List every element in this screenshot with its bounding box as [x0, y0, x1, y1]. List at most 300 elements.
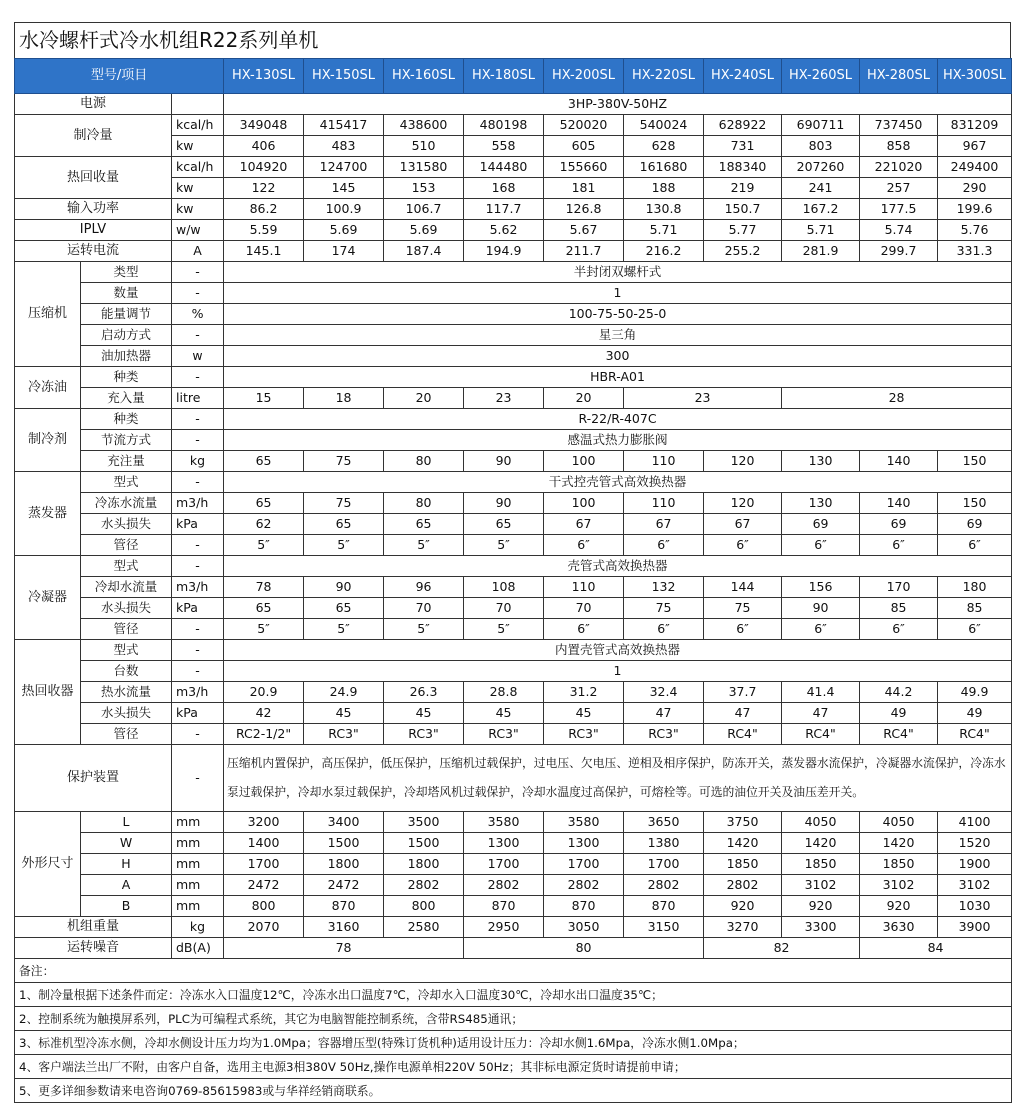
- protection-text: 压缩机内置保护，高压保护，低压保护，压缩机过载保护，过电压、欠电压、逆相及相序保护，防冻开关，蒸发器水流保护，冷凝器水流保护，冷冻水泵过载保护，冷却水泵过载保护，冷却塔风机过载保护，冷却水温度过高保护，可熔栓等。可选的油位开关及油压差开关。: [224, 745, 1012, 812]
- note-text: 1、制冷量根据下述条件而定：冷冻水入口温度12℃，冷冻水出口温度7℃，冷却水入口温度30℃，冷却水出口温度35℃；: [15, 983, 1012, 1007]
- value-cell: 257: [860, 178, 938, 199]
- value-cell: 150: [938, 493, 1012, 514]
- value-cell: 144480: [464, 157, 544, 178]
- value-cell: 155660: [544, 157, 624, 178]
- value-cell: 75: [624, 598, 704, 619]
- value-cell: 2802: [464, 875, 544, 896]
- unit-cell: %: [172, 304, 224, 325]
- spec-row: [15, 854, 1012, 875]
- value-cell: 18: [304, 388, 384, 409]
- value-cell: 858: [860, 136, 938, 157]
- value-cell: 85: [938, 598, 1012, 619]
- spec-row: [15, 682, 1012, 703]
- value-cell: 4100: [938, 812, 1012, 833]
- value-cell: 5″: [304, 535, 384, 556]
- value-cell: 6″: [860, 535, 938, 556]
- value-cell: 126.8: [544, 199, 624, 220]
- value-cell: 144: [704, 577, 782, 598]
- value-cell: RC4": [938, 724, 1012, 745]
- sub-label: 充注量: [81, 451, 172, 472]
- sub-label: 管径: [81, 619, 172, 640]
- value-cell: 181: [544, 178, 624, 199]
- value-cell: 117.7: [464, 199, 544, 220]
- unit-cell: -: [172, 556, 224, 577]
- value-cell: 1500: [304, 833, 384, 854]
- value-cell: 24.9: [304, 682, 384, 703]
- unit-cell: mm: [172, 854, 224, 875]
- value-cell: 69: [938, 514, 1012, 535]
- spec-row: [15, 812, 1012, 833]
- spec-row: [15, 661, 1012, 682]
- unit-cell: m3/h: [172, 493, 224, 514]
- value-cell: 75: [704, 598, 782, 619]
- model-header: HX-220SL: [624, 59, 704, 94]
- group-label: 压缩机: [15, 262, 81, 367]
- group-label: 电源: [15, 94, 172, 115]
- sub-label: H: [81, 854, 172, 875]
- value-cell: 510: [384, 136, 464, 157]
- unit-cell: kcal/h: [172, 157, 224, 178]
- spec-row: [15, 896, 1012, 917]
- unit-cell: w: [172, 346, 224, 367]
- value-cell: 6″: [782, 619, 860, 640]
- unit-cell: kPa: [172, 598, 224, 619]
- value-cell: 241: [782, 178, 860, 199]
- sub-label: B: [81, 896, 172, 917]
- sub-label: 类型: [81, 262, 172, 283]
- value-cell: 69: [860, 514, 938, 535]
- value-cell: 737450: [860, 115, 938, 136]
- value-cell: 5.62: [464, 220, 544, 241]
- note-text: 3、标准机型冷冻水侧，冷却水侧设计压力均为1.0Mpa；容器增压型(特殊订货机种)适用设计压力：冷却水侧1.6Mpa，冷冻水侧1.0Mpa；: [15, 1031, 1012, 1055]
- value-cell: 177.5: [860, 199, 938, 220]
- value-cell: 23: [624, 388, 782, 409]
- value-cell: 78: [224, 938, 464, 959]
- value-cell: 感温式热力膨胀阀: [224, 430, 1012, 451]
- model-header: HX-180SL: [464, 59, 544, 94]
- spec-row: [15, 367, 1012, 388]
- value-cell: 84: [860, 938, 1012, 959]
- notes-title: 备注：: [15, 959, 1012, 983]
- value-cell: 1700: [544, 854, 624, 875]
- unit-cell: -: [172, 325, 224, 346]
- unit-cell: kPa: [172, 514, 224, 535]
- value-cell: 6″: [782, 535, 860, 556]
- value-cell: 44.2: [860, 682, 938, 703]
- value-cell: 65: [464, 514, 544, 535]
- value-cell: 100.9: [304, 199, 384, 220]
- sub-label: 管径: [81, 724, 172, 745]
- spec-table: [14, 58, 1012, 1103]
- spec-row: [15, 115, 1012, 136]
- value-cell: 800: [224, 896, 304, 917]
- spec-row: [15, 577, 1012, 598]
- unit-cell: m3/h: [172, 577, 224, 598]
- value-cell: 800: [384, 896, 464, 917]
- value-cell: 47: [624, 703, 704, 724]
- value-cell: 130: [782, 451, 860, 472]
- value-cell: 1800: [384, 854, 464, 875]
- value-cell: 188: [624, 178, 704, 199]
- value-cell: 690711: [782, 115, 860, 136]
- value-cell: 194.9: [464, 241, 544, 262]
- spec-row: [15, 346, 1012, 367]
- value-cell: 20: [544, 388, 624, 409]
- spec-row: [15, 262, 1012, 283]
- sub-label: 热水流量: [81, 682, 172, 703]
- value-cell: 1700: [624, 854, 704, 875]
- value-cell: 3102: [860, 875, 938, 896]
- value-cell: 216.2: [624, 241, 704, 262]
- unit-cell: kPa: [172, 703, 224, 724]
- value-cell: 540024: [624, 115, 704, 136]
- value-cell: 1420: [860, 833, 938, 854]
- value-cell: 49: [938, 703, 1012, 724]
- value-cell: 3400: [304, 812, 384, 833]
- value-cell: 星三角: [224, 325, 1012, 346]
- value-cell: 82: [704, 938, 860, 959]
- value-cell: RC3": [544, 724, 624, 745]
- unit-cell: kw: [172, 136, 224, 157]
- value-cell: 28.8: [464, 682, 544, 703]
- value-cell: RC4": [704, 724, 782, 745]
- value-cell: 65: [304, 514, 384, 535]
- value-cell: 199.6: [938, 199, 1012, 220]
- value-cell: 150: [938, 451, 1012, 472]
- unit-cell: -: [172, 262, 224, 283]
- group-label: 冷凝器: [15, 556, 81, 640]
- value-cell: 6″: [704, 535, 782, 556]
- spec-row: [15, 745, 1012, 812]
- value-cell: 5.74: [860, 220, 938, 241]
- value-cell: 1700: [464, 854, 544, 875]
- unit-cell: mm: [172, 833, 224, 854]
- value-cell: 5.69: [304, 220, 384, 241]
- value-cell: 130: [782, 493, 860, 514]
- unit-cell: kw: [172, 178, 224, 199]
- value-cell: 920: [704, 896, 782, 917]
- unit-cell: -: [172, 430, 224, 451]
- value-cell: 70: [384, 598, 464, 619]
- sub-label: 能量调节: [81, 304, 172, 325]
- value-cell: 211.7: [544, 241, 624, 262]
- group-label: 保护装置: [15, 745, 172, 812]
- value-cell: 5.71: [782, 220, 860, 241]
- value-cell: 1: [224, 661, 1012, 682]
- value-cell: RC3": [384, 724, 464, 745]
- unit-cell: -: [172, 640, 224, 661]
- spec-row: [15, 703, 1012, 724]
- value-cell: 5.69: [384, 220, 464, 241]
- spec-row: [15, 938, 1012, 959]
- value-cell: 131580: [384, 157, 464, 178]
- value-cell: 3050: [544, 917, 624, 938]
- group-label: IPLV: [15, 220, 172, 241]
- sub-label: 油加热器: [81, 346, 172, 367]
- model-header: HX-280SL: [860, 59, 938, 94]
- value-cell: 219: [704, 178, 782, 199]
- value-cell: 1800: [304, 854, 384, 875]
- value-cell: 100: [544, 451, 624, 472]
- value-cell: 483: [304, 136, 384, 157]
- group-label: 外形尺寸: [15, 812, 81, 917]
- group-label: 热回收量: [15, 157, 172, 199]
- unit-cell: -: [172, 283, 224, 304]
- value-cell: 1500: [384, 833, 464, 854]
- note-text: 5、更多详细参数请来电咨询0769-85615983或与华祥经销商联系。: [15, 1079, 1012, 1103]
- sub-label: 水头损失: [81, 514, 172, 535]
- value-cell: 438600: [384, 115, 464, 136]
- spec-row: [15, 388, 1012, 409]
- value-cell: 731: [704, 136, 782, 157]
- value-cell: 120: [704, 451, 782, 472]
- value-cell: 69: [782, 514, 860, 535]
- value-cell: 15: [224, 388, 304, 409]
- value-cell: 920: [782, 896, 860, 917]
- sub-label: 管径: [81, 535, 172, 556]
- value-cell: 5″: [464, 619, 544, 640]
- group-label: 冷冻油: [15, 367, 81, 409]
- value-cell: 3650: [624, 812, 704, 833]
- value-cell: 5.67: [544, 220, 624, 241]
- group-label: 运转电流: [15, 241, 172, 262]
- value-cell: 80: [464, 938, 704, 959]
- spec-row: [15, 220, 1012, 241]
- value-cell: 628922: [704, 115, 782, 136]
- value-cell: 78: [224, 577, 304, 598]
- sub-label: 启动方式: [81, 325, 172, 346]
- sub-label: W: [81, 833, 172, 854]
- value-cell: 3160: [304, 917, 384, 938]
- value-cell: 3102: [938, 875, 1012, 896]
- sub-label: 种类: [81, 367, 172, 388]
- value-cell: HBR-A01: [224, 367, 1012, 388]
- unit-cell: litre: [172, 388, 224, 409]
- value-cell: 67: [544, 514, 624, 535]
- sub-label: 种类: [81, 409, 172, 430]
- value-cell: 140: [860, 451, 938, 472]
- value-cell: 1: [224, 283, 1012, 304]
- value-cell: 32.4: [624, 682, 704, 703]
- value-cell: RC4": [782, 724, 860, 745]
- value-cell: 156: [782, 577, 860, 598]
- value-cell: 1400: [224, 833, 304, 854]
- spec-row: [15, 640, 1012, 661]
- unit-cell: mm: [172, 896, 224, 917]
- unit-cell: -: [172, 472, 224, 493]
- unit-cell: kg: [172, 451, 224, 472]
- value-cell: 5″: [224, 619, 304, 640]
- value-cell: 80: [384, 451, 464, 472]
- spec-row: [15, 535, 1012, 556]
- note-row: [15, 1007, 1012, 1031]
- sub-label: 型式: [81, 472, 172, 493]
- model-header: HX-150SL: [304, 59, 384, 94]
- value-cell: 167.2: [782, 199, 860, 220]
- value-cell: 6″: [544, 535, 624, 556]
- sub-label: 冷冻水流量: [81, 493, 172, 514]
- sub-label: 冷却水流量: [81, 577, 172, 598]
- value-cell: 2802: [544, 875, 624, 896]
- spec-row: [15, 430, 1012, 451]
- value-cell: 6″: [544, 619, 624, 640]
- note-text: 2、控制系统为触摸屏系列，PLC为可编程式系统，其它为电脑智能控制系统，含带RS485通讯；: [15, 1007, 1012, 1031]
- spec-row: [15, 514, 1012, 535]
- unit-cell: -: [172, 367, 224, 388]
- unit-cell: -: [172, 745, 224, 812]
- sub-label: 充入量: [81, 388, 172, 409]
- value-cell: 120: [704, 493, 782, 514]
- value-cell: 255.2: [704, 241, 782, 262]
- value-cell: 90: [464, 451, 544, 472]
- unit-cell: dB(A): [172, 938, 224, 959]
- value-cell: 90: [304, 577, 384, 598]
- value-cell: 803: [782, 136, 860, 157]
- value-cell: 65: [384, 514, 464, 535]
- value-cell: 6″: [704, 619, 782, 640]
- value-cell: 207260: [782, 157, 860, 178]
- value-cell: 2802: [624, 875, 704, 896]
- value-cell: 47: [704, 703, 782, 724]
- value-cell: 62: [224, 514, 304, 535]
- spec-row: [15, 241, 1012, 262]
- unit-cell: kw: [172, 199, 224, 220]
- model-header: HX-130SL: [224, 59, 304, 94]
- value-cell: RC3": [624, 724, 704, 745]
- value-cell: 75: [304, 451, 384, 472]
- value-cell: 108: [464, 577, 544, 598]
- value-cell: 3150: [624, 917, 704, 938]
- value-cell: RC3": [304, 724, 384, 745]
- notes-title-row: [15, 959, 1012, 983]
- value-cell: 5.59: [224, 220, 304, 241]
- value-cell: 41.4: [782, 682, 860, 703]
- value-cell: 628: [624, 136, 704, 157]
- group-label: 机组重量: [15, 917, 172, 938]
- value-cell: 2472: [224, 875, 304, 896]
- value-cell: 132: [624, 577, 704, 598]
- value-cell: 100-75-50-25-0: [224, 304, 1012, 325]
- value-cell: 3900: [938, 917, 1012, 938]
- value-cell: 920: [860, 896, 938, 917]
- value-cell: RC4": [860, 724, 938, 745]
- value-cell: 2472: [304, 875, 384, 896]
- value-cell: 1300: [464, 833, 544, 854]
- model-header: HX-160SL: [384, 59, 464, 94]
- value-cell: 1520: [938, 833, 1012, 854]
- spec-row: [15, 598, 1012, 619]
- value-cell: 180: [938, 577, 1012, 598]
- value-cell: 122: [224, 178, 304, 199]
- value-cell: 1420: [782, 833, 860, 854]
- value-cell: 221020: [860, 157, 938, 178]
- value-cell: 2950: [464, 917, 544, 938]
- value-cell: 174: [304, 241, 384, 262]
- unit-cell: mm: [172, 875, 224, 896]
- value-cell: 150.7: [704, 199, 782, 220]
- model-header: HX-260SL: [782, 59, 860, 94]
- value-cell: 49.9: [938, 682, 1012, 703]
- value-cell: 3580: [544, 812, 624, 833]
- value-cell: 3HP-380V-50HZ: [224, 94, 1012, 115]
- unit-cell: [172, 94, 224, 115]
- value-cell: 558: [464, 136, 544, 157]
- value-cell: 23: [464, 388, 544, 409]
- value-cell: 124700: [304, 157, 384, 178]
- value-cell: 299.7: [860, 241, 938, 262]
- value-cell: 5″: [304, 619, 384, 640]
- value-cell: 1850: [704, 854, 782, 875]
- sub-label: A: [81, 875, 172, 896]
- value-cell: 45: [384, 703, 464, 724]
- group-label: 输入功率: [15, 199, 172, 220]
- value-cell: 31.2: [544, 682, 624, 703]
- header-label: 型号/项目: [15, 59, 224, 94]
- value-cell: R-22/R-407C: [224, 409, 1012, 430]
- value-cell: 406: [224, 136, 304, 157]
- value-cell: 3200: [224, 812, 304, 833]
- value-cell: 6″: [860, 619, 938, 640]
- unit-cell: -: [172, 619, 224, 640]
- value-cell: 349048: [224, 115, 304, 136]
- value-cell: 65: [224, 493, 304, 514]
- value-cell: 1380: [624, 833, 704, 854]
- value-cell: 520020: [544, 115, 624, 136]
- unit-cell: kcal/h: [172, 115, 224, 136]
- value-cell: 153: [384, 178, 464, 199]
- unit-cell: -: [172, 535, 224, 556]
- value-cell: 831209: [938, 115, 1012, 136]
- unit-cell: kg: [172, 917, 224, 938]
- group-label: 蒸发器: [15, 472, 81, 556]
- value-cell: 110: [624, 493, 704, 514]
- header-row: [15, 59, 1012, 94]
- unit-cell: -: [172, 661, 224, 682]
- value-cell: 1700: [224, 854, 304, 875]
- spec-row: [15, 833, 1012, 854]
- value-cell: 168: [464, 178, 544, 199]
- value-cell: 249400: [938, 157, 1012, 178]
- note-row: [15, 983, 1012, 1007]
- value-cell: 3750: [704, 812, 782, 833]
- value-cell: 45: [304, 703, 384, 724]
- value-cell: 壳管式高效换热器: [224, 556, 1012, 577]
- value-cell: 70: [464, 598, 544, 619]
- value-cell: 281.9: [782, 241, 860, 262]
- value-cell: 300: [224, 346, 1012, 367]
- value-cell: 5″: [384, 619, 464, 640]
- spec-row: [15, 283, 1012, 304]
- value-cell: 1030: [938, 896, 1012, 917]
- model-header: HX-300SL: [938, 59, 1012, 94]
- note-row: [15, 1079, 1012, 1103]
- value-cell: 3500: [384, 812, 464, 833]
- unit-cell: m3/h: [172, 682, 224, 703]
- value-cell: 2802: [704, 875, 782, 896]
- spec-row: [15, 325, 1012, 346]
- value-cell: 3630: [860, 917, 938, 938]
- value-cell: 967: [938, 136, 1012, 157]
- value-cell: 145: [304, 178, 384, 199]
- value-cell: 3300: [782, 917, 860, 938]
- value-cell: 110: [624, 451, 704, 472]
- value-cell: 3580: [464, 812, 544, 833]
- value-cell: 75: [304, 493, 384, 514]
- spec-row: [15, 94, 1012, 115]
- value-cell: 331.3: [938, 241, 1012, 262]
- spec-row: [15, 724, 1012, 745]
- value-cell: 65: [224, 598, 304, 619]
